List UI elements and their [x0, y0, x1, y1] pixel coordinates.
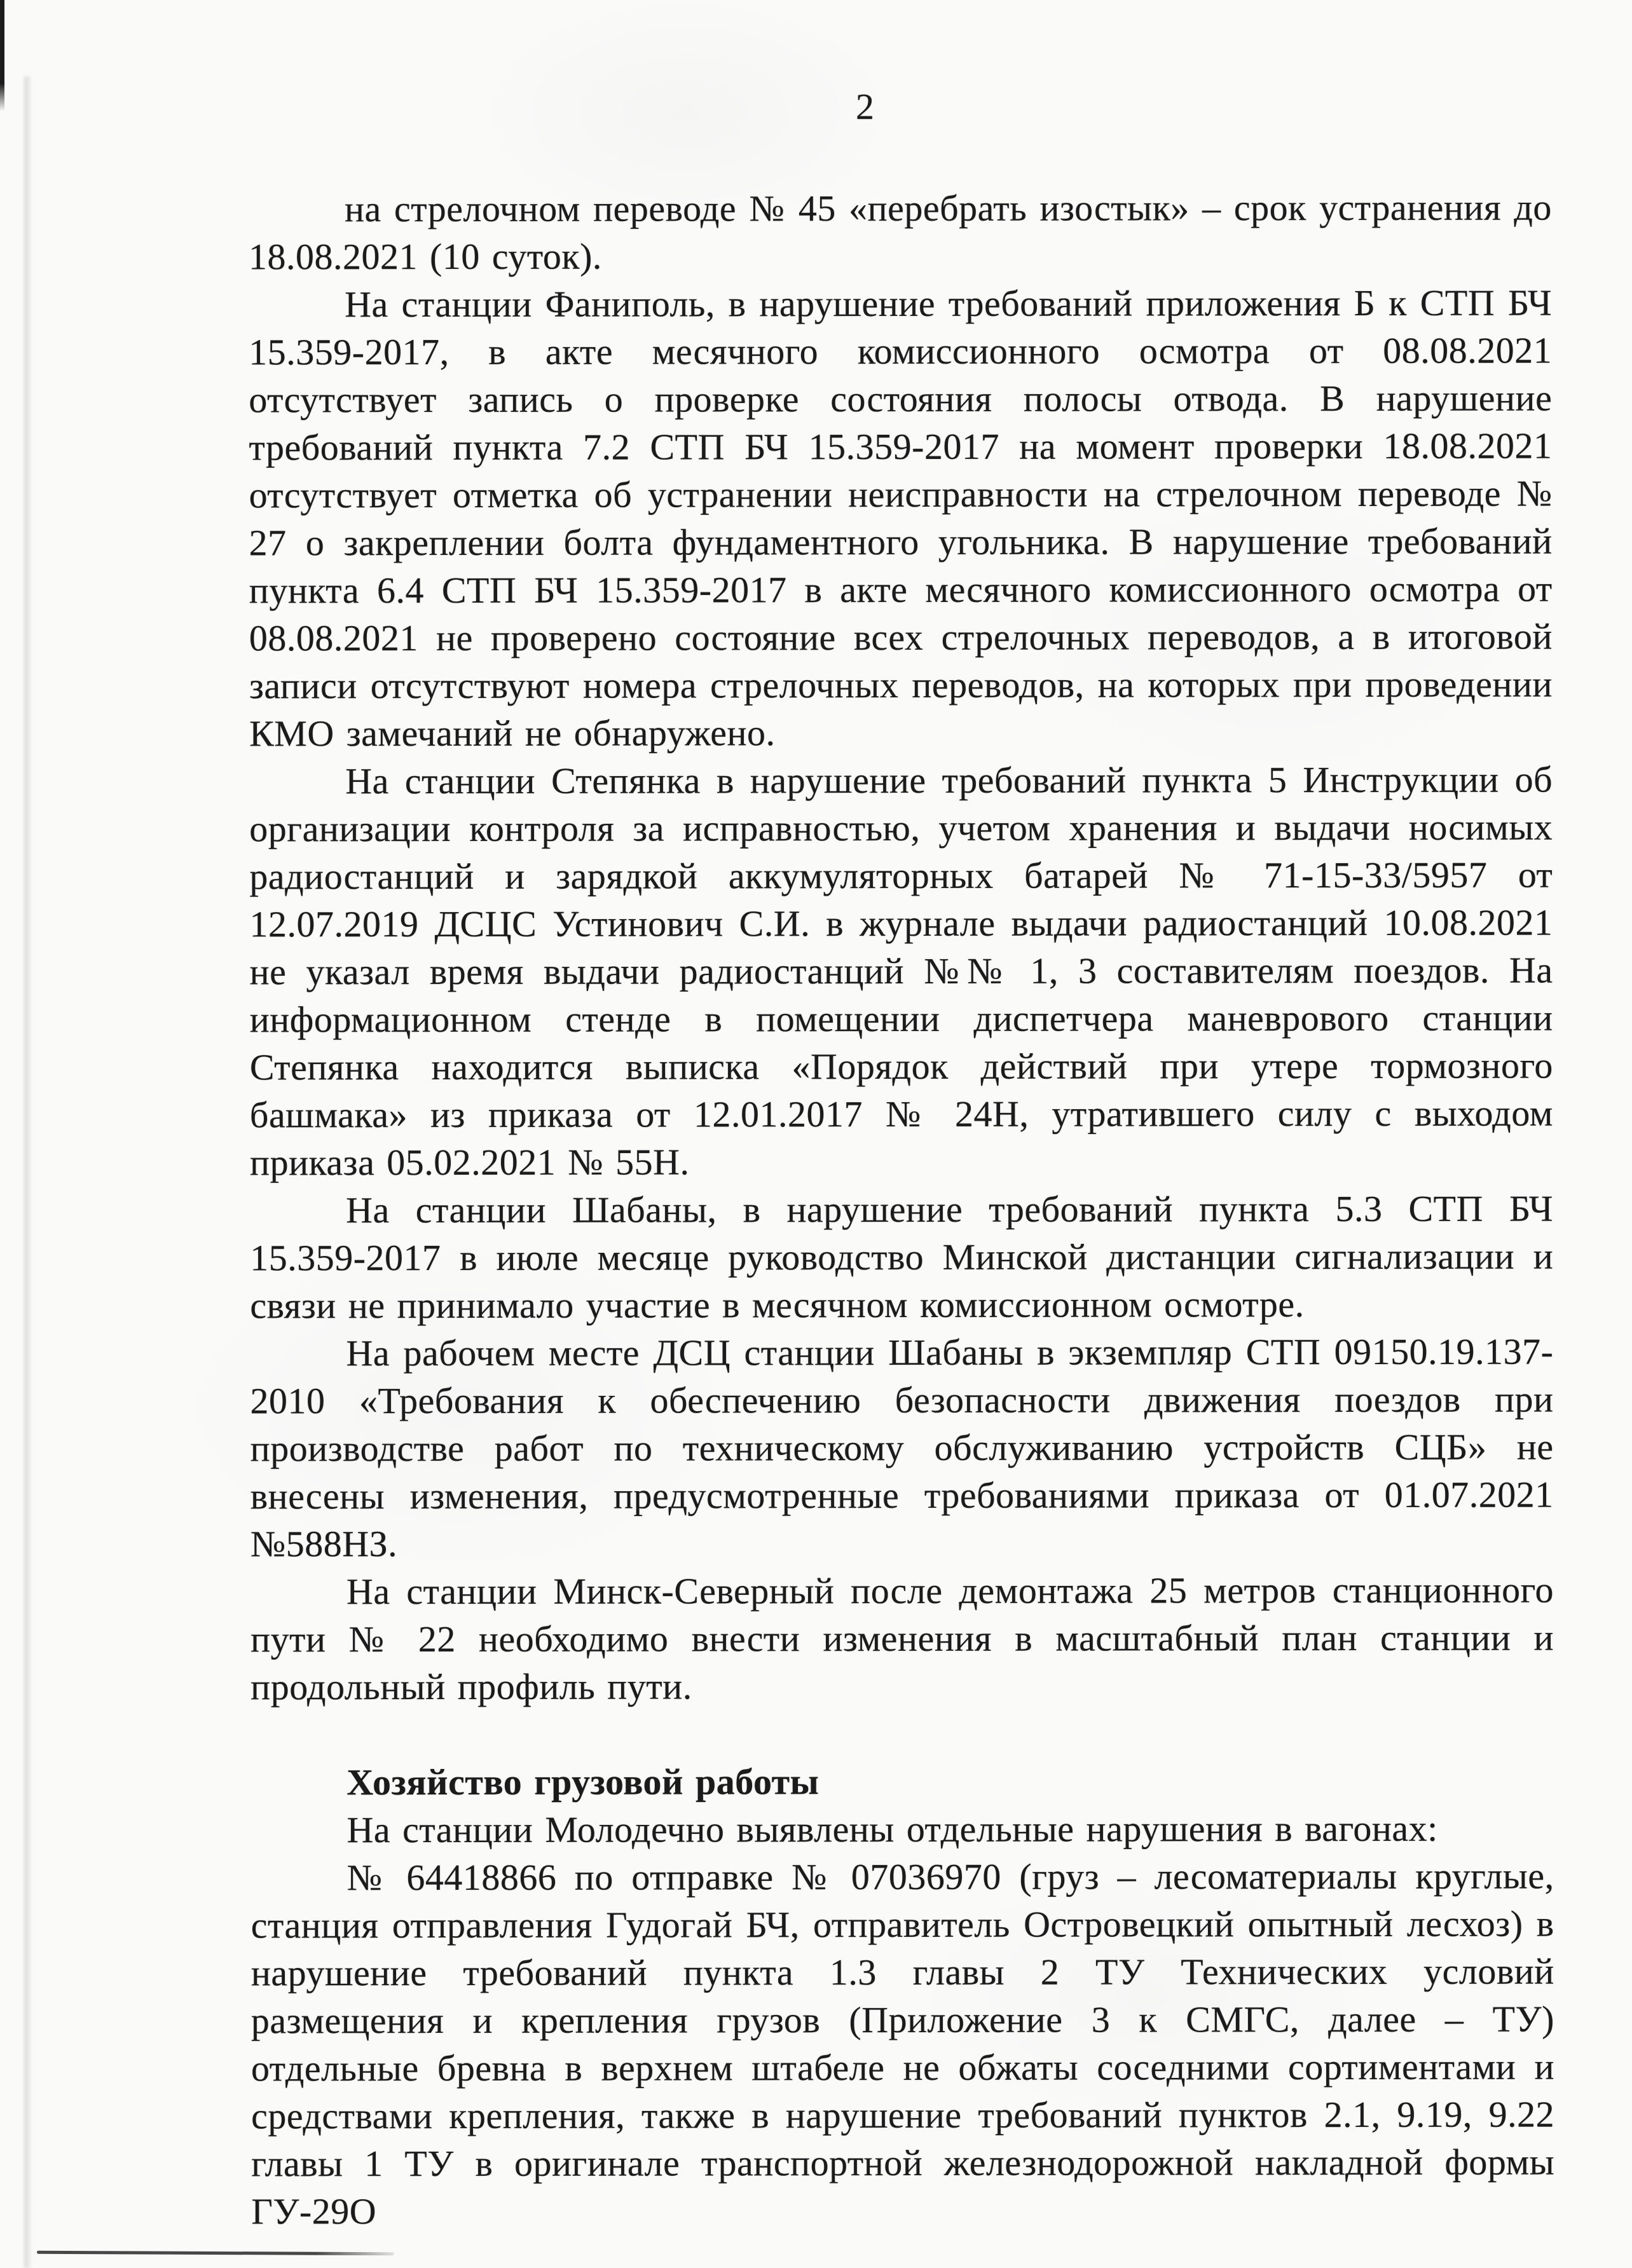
scan-corner-mark [0, 0, 4, 111]
paragraph-shabany: На станции Шабаны, в нарушение требований пункта 5.3 СТП БЧ 15.359-2017 в июле месяце руководство Минской дистанции сигнализации и связи не принимало участие в месячном комиссионном осмотре. [250, 1187, 1554, 1327]
document-content [249, 82, 1555, 2236]
scan-left-edge-shadow [24, 76, 31, 2268]
paragraph-switch-45: на стрелочном переводе № 45 «перебрать изостык» – срок устранения до 18.08.2021 (10 суток). [248, 186, 1552, 278]
section-heading-freight: Хозяйство грузовой работы [346, 1761, 819, 1803]
paragraph-wagon-64418866: № 64418866 по отправке № 07036970 (груз – лесоматериалы круглые, станция отправления Гудогай БЧ, отправитель Островецкий опытный лесхоз) в нарушение требований пункта 1.3 главы 2 ТУ Технических условий размещения и крепления грузов (Приложение 3 к СМГС, далее – ТУ) отдельные бревна в верхнем штабеле не обжаты соседними сортиментами и средствами крепления, также в нарушение требований пунктов 2.1, 9.19, 9.22 главы 1 ТУ в оригинале транспортной железнодорожной накладной формы ГУ-29О [250, 1855, 1555, 2232]
page-number: 2 [855, 86, 875, 128]
paragraph-fanipol: На станции Фаниполь, в нарушение требований приложения Б к СТП БЧ 15.359-2017, в акте месячного комиссионного осмотра от 08.08.2021 отсутствует запись о проверке состояния полосы отвода. В нарушение требований пункта 7.2 СТП БЧ 15.359-2017 на момент проверки 18.08.2021 отсутствует отметка об устранении неисправности на стрелочном переводе № 27 о закреплении болта фундаментного угольника. В нарушение требований пункта 6.4 СТП БЧ 15.359-2017 в акте месячного комиссионного осмотра от 08.08.2021 не проверено состояние всех стрелочных переводов, а в итоговой записи отсутствуют номера стрелочных переводов, на которых при проведении КМО замечаний не обнаружено. [249, 282, 1553, 755]
paragraph-stepyanka: На станции Степянка в нарушение требований пункта 5 Инструкции об организации контроля за исправностью, учетом хранения и выдачи носимых радиостанций и зарядкой аккумуляторных батарей № 71-15-33/5957 от 12.07.2019 ДСЦС Устинович С.И. в журнале выдачи радиостанций 10.08.2021 не указал время выдачи радиостанций №№ 1, 3 составителям поездов. На информационном стенде в помещении диспетчера маневрового станции Степянка находится выписка «Порядок действий при утере тормозного башмака» из приказа от 12.01.2017 № 24Н, утратившего силу с выходом приказа 05.02.2021 № 55Н. [249, 758, 1553, 1184]
paragraph-minsk-severny: На станции Минск-Северный после демонтажа 25 метров станционного пути № 22 необходимо внести изменения в масштабный план станции и продольный профиль пути. [250, 1569, 1554, 1708]
paragraph-molodechno: На станции Молодечно выявлены отдельные нарушения в вагонах: [346, 1807, 1438, 1851]
scan-bottom-line-artifact [37, 2251, 394, 2255]
paragraph-dsc-shabany: На рабочем месте ДСЦ станции Шабаны в экземпляр СТП 09150.19.137-2010 «Требования к обеспечению безопасности движения поездов при производстве работ по техническому обслуживанию устройств СЦБ» не внесены изменения, предусмотренные требованиями приказа от 01.07.2021 №588НЗ. [250, 1330, 1554, 1565]
